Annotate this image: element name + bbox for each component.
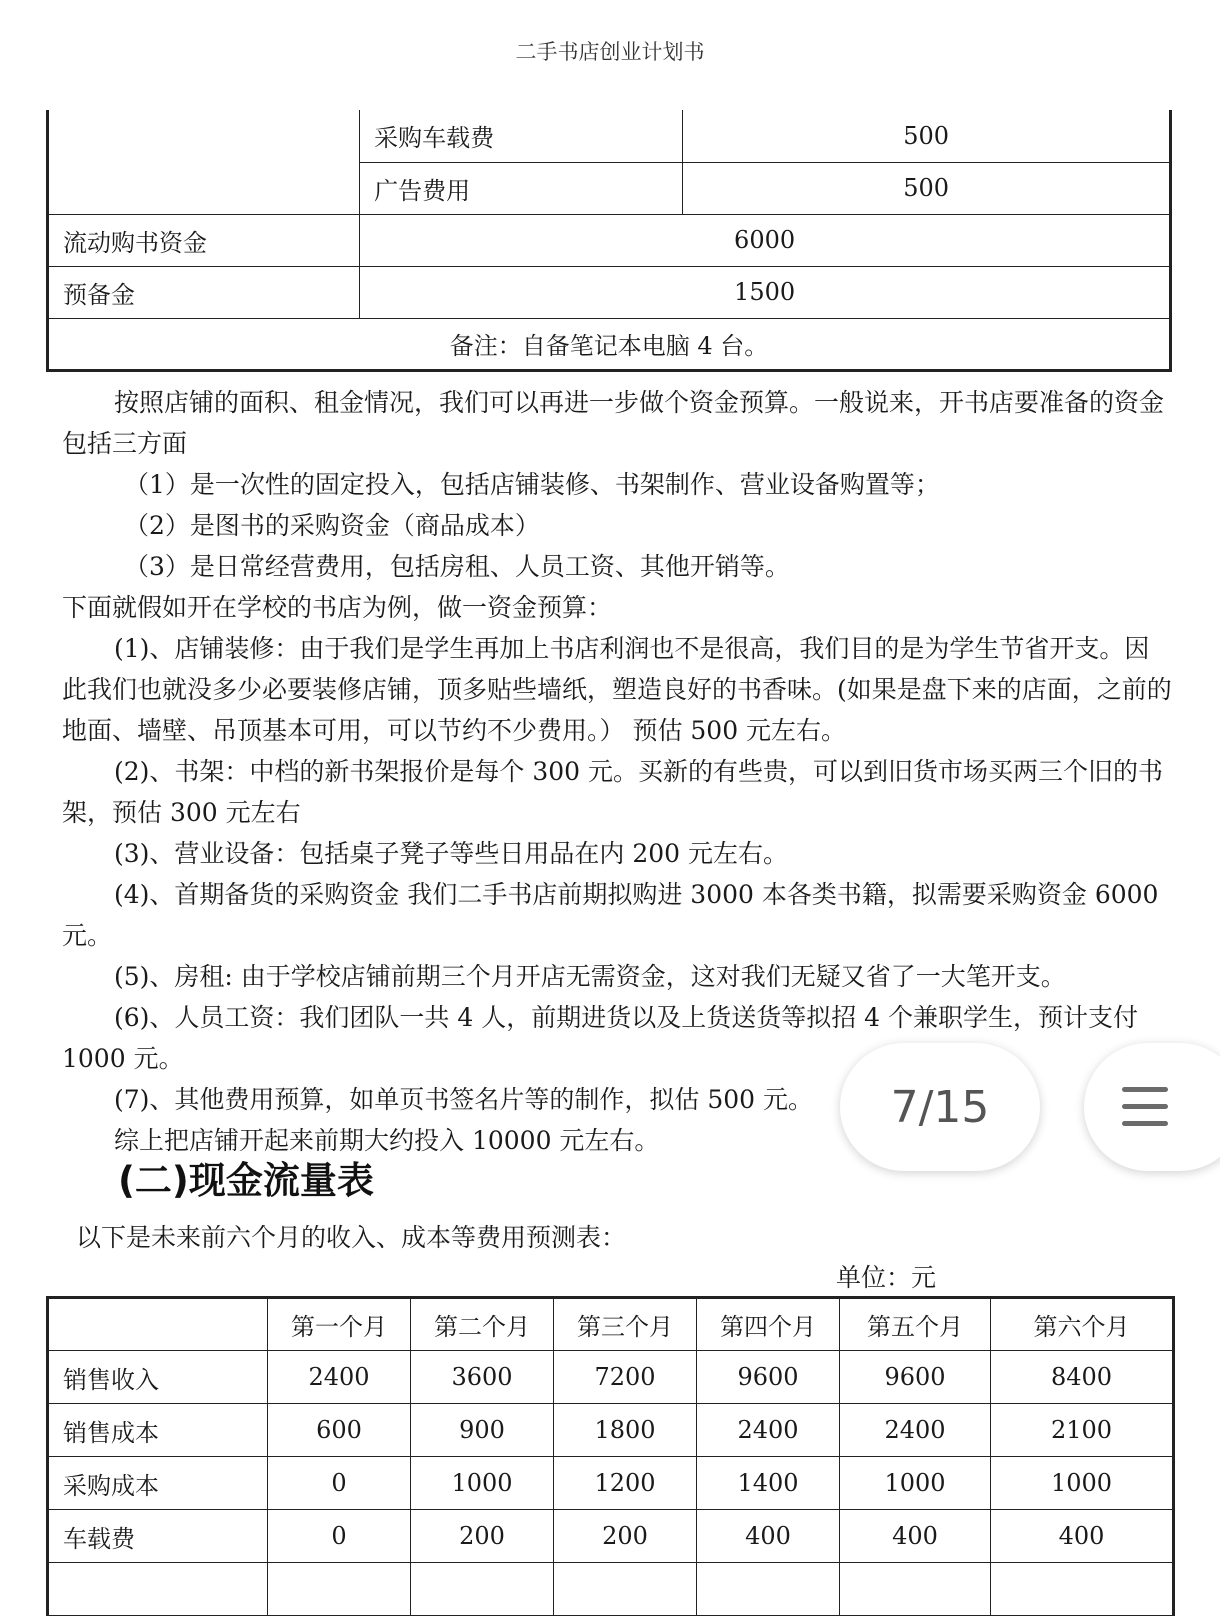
table-cell: 600 [268,1404,411,1457]
list-item: (7)、其他费用预算，如单页书签名片等的制作，拟估 500 元。 [114,1085,814,1114]
table-row [48,1404,1174,1457]
unit-label: 单位：元 [836,1263,937,1292]
paragraph: 按照店铺的面积、租金情况，我们可以再进一步做个资金预算。一般说来，开书店要准备的资金包括三方面 [62,388,1165,458]
list-item: （2）是图书的采购资金（商品成本） [124,511,540,540]
table-cell: 200 [554,1510,697,1563]
table-cell: 8400 [991,1351,1174,1404]
menu-button[interactable] [1084,1043,1220,1171]
budget-amount-cell: 6000 [360,214,1171,266]
table-cell: 2400 [840,1404,991,1457]
budget-amount-cell: 500 [683,162,1171,214]
table-cell: 1000 [991,1457,1174,1510]
list-item: (1)、店铺装修：由于我们是学生再加上书店利润也不是很高，我们目的是为学生节省开支。因此我们也就没多少必要装修店铺，顶多贴些墙纸，塑造良好的书香味。(如果是盘下来的店面，之前的地面、墙壁、吊顶基本可用，可以节约不少费用。） 预估 500 元左右。 [62,634,1172,745]
table-row [48,1563,1174,1616]
table-row-label: 车载费 [48,1510,268,1563]
table-row [48,1510,1174,1563]
table-header-row [48,1298,1174,1351]
body-text [62,382,1172,1161]
table-header-cell: 第五个月 [840,1298,991,1351]
table-cell: 0 [268,1510,411,1563]
table-row [48,110,1171,162]
table-header-cell: 第四个月 [697,1298,840,1351]
table-cell [554,1563,697,1616]
list-item: (2)、书架：中档的新书架报价是每个 300 元。买新的有些贵，可以到旧货市场买两三个旧的书架，预估 300 元左右 [62,757,1164,827]
table-cell: 0 [268,1457,411,1510]
list-item: (4)、首期备货的采购资金 我们二手书店前期拟购进 3000 本各类书籍，拟需要采购资金 6000 元。 [62,880,1159,950]
page-header-title: 二手书店创业计划书 [515,40,705,64]
table-cell: 9600 [697,1351,840,1404]
budget-item-cell: 采购车载费 [360,110,683,162]
cash-flow-table [46,1296,1175,1616]
table-row-label: 销售成本 [48,1404,268,1457]
table-cell: 400 [991,1510,1174,1563]
table-row [48,214,1171,266]
table-cell [268,1563,411,1616]
table-cell: 2400 [268,1351,411,1404]
paragraph: 下面就假如开在学校的书店为例，做一资金预算： [62,593,613,622]
table-cell: 1400 [697,1457,840,1510]
table-cell [697,1563,840,1616]
table-cell: 1000 [411,1457,554,1510]
table-header-cell: 第六个月 [991,1298,1174,1351]
page-indicator[interactable]: 7/15 [840,1043,1040,1171]
section-intro: 以下是未来前六个月的收入、成本等费用预测表： [76,1223,627,1252]
table-cell: 3600 [411,1351,554,1404]
table-cell: 1200 [554,1457,697,1510]
table-cell: 400 [697,1510,840,1563]
table-cell [411,1563,554,1616]
budget-table [46,110,1172,372]
table-cell [840,1563,991,1616]
table-row [48,1351,1174,1404]
table-row [48,266,1171,318]
budget-category-cell [48,110,360,214]
budget-amount-cell: 1500 [360,266,1171,318]
table-row [48,1457,1174,1510]
section-title: (二)现金流量表 [118,1159,374,1202]
table-row-label: 采购成本 [48,1457,268,1510]
table-cell: 400 [840,1510,991,1563]
budget-label-cell: 流动购书资金 [48,214,360,266]
budget-note: 备注：自备笔记本电脑 4 台。 [48,318,1171,370]
table-row-label: 销售收入 [48,1351,268,1404]
budget-item-cell: 广告费用 [360,162,683,214]
table-cell: 1000 [840,1457,991,1510]
list-item: (6)、人员工资：我们团队一共 4 人，前期进货以及上货送货等拟招 4 个兼职学生，预计支付 1000 元。 [62,1003,1139,1073]
menu-icon [1122,1087,1168,1127]
table-cell: 1800 [554,1404,697,1457]
table-header-cell: 第三个月 [554,1298,697,1351]
list-item: (3)、营业设备：包括桌子凳子等些日用品在内 200 元左右。 [114,839,789,868]
paragraph: 综上把店铺开起来前期大约投入 10000 元左右。 [114,1126,660,1155]
list-item: (5)、房租: 由于学校店铺前期三个月开店无需资金，这对我们无疑又省了一大笔开支。 [114,962,1066,991]
table-row [48,318,1171,370]
list-item: （3）是日常经营费用，包括房租、人员工资、其他开销等。 [124,552,790,581]
budget-label-cell: 预备金 [48,266,360,318]
table-header-cell: 第二个月 [411,1298,554,1351]
table-cell: 2100 [991,1404,1174,1457]
table-row-label [48,1563,268,1616]
table-cell: 900 [411,1404,554,1457]
table-header-cell: 第一个月 [268,1298,411,1351]
table-header-cell [48,1298,268,1351]
table-cell: 7200 [554,1351,697,1404]
table-cell: 200 [411,1510,554,1563]
table-cell [991,1563,1174,1616]
list-item: （1）是一次性的固定投入，包括店铺装修、书架制作、营业设备购置等； [124,470,940,499]
table-cell: 2400 [697,1404,840,1457]
budget-amount-cell: 500 [683,110,1171,162]
table-cell: 9600 [840,1351,991,1404]
